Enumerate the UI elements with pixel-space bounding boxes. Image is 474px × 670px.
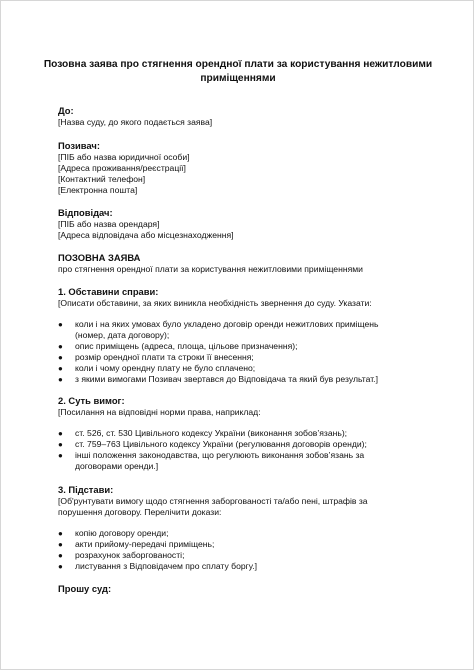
defendant-address: [Адреса відповідача або місцезнаходження] bbox=[58, 230, 234, 240]
bullet-icon: ● bbox=[58, 440, 63, 449]
defendant-name: [ПІБ або назва орендаря] bbox=[58, 219, 160, 229]
list-item: ● коли і на яких умовах було укладено договір оренди нежитлових приміщень (номер, дата договору); bbox=[58, 319, 379, 340]
list-item: ● копію договору оренди; bbox=[58, 528, 169, 538]
list-item: ● розрахунок заборгованості; bbox=[58, 550, 185, 560]
list-item: ● коли і чому орендну плату не було сплачено; bbox=[58, 363, 256, 373]
bullet-icon: ● bbox=[58, 353, 63, 362]
list-item: ● розмір орендної плати та строки її внесення; bbox=[58, 352, 254, 362]
plaintiff-email: [Електронна пошта] bbox=[58, 185, 138, 195]
bullet-icon: ● bbox=[58, 451, 63, 460]
claim-subtitle: про стягнення орендної плати за користування нежитловими приміщеннями bbox=[58, 264, 363, 274]
to-heading: До: bbox=[58, 105, 74, 116]
plaintiff-phone: [Контактний телефон] bbox=[58, 174, 146, 184]
section2-intro: [Посилання на відповідні норми права, наприклад: bbox=[58, 407, 261, 417]
section2-heading: 2. Суть вимог: bbox=[58, 395, 125, 406]
list-item: ● інші положення законодавства, що регулюють виконання зобов’язань за договорами оренди.] bbox=[58, 450, 365, 471]
list-item: ● з якими вимогами Позивач звертався до Відповідача та який був результат.] bbox=[58, 374, 378, 384]
court-name: [Назва суду, до якого подається заява] bbox=[58, 117, 213, 127]
section3-intro-line2: порушення договору. Перелічити докази: bbox=[58, 507, 222, 517]
bullet-icon: ● bbox=[58, 562, 63, 571]
plaintiff-heading: Позивач: bbox=[58, 140, 100, 151]
list-item: ● листування з Відповідачем про сплату боргу.] bbox=[58, 561, 257, 571]
list-item: ● ст. 759–763 Цивільного кодексу України (регулювання договорів оренди); bbox=[58, 439, 367, 449]
section3-intro-line1: [Об'рунтувати вимогу щодо стягнення заборгованості та/або пені, штрафів за bbox=[58, 496, 368, 506]
request-heading: Прошу суд: bbox=[58, 583, 112, 594]
bullet-icon: ● bbox=[58, 342, 63, 351]
plaintiff-address: [Адреса проживання/реєстрації] bbox=[58, 163, 186, 173]
bullet-icon: ● bbox=[58, 364, 63, 373]
list-item: ● акти прийому-передачі приміщень; bbox=[58, 539, 215, 549]
bullet-icon: ● bbox=[58, 529, 63, 538]
bullet-icon: ● bbox=[58, 551, 63, 560]
defendant-heading: Відповідач: bbox=[58, 207, 113, 218]
bullet-icon: ● bbox=[58, 429, 63, 438]
section1-heading: 1. Обставини справи: bbox=[58, 286, 159, 297]
document-title: Позовна заява про стягнення орендної плати за користування нежитловими приміщеннями bbox=[43, 59, 433, 84]
plaintiff-name: [ПІБ або назва юридичної особи] bbox=[58, 152, 190, 162]
bullet-icon: ● bbox=[58, 540, 63, 549]
claim-heading: ПОЗОВНА ЗАЯВА bbox=[58, 252, 141, 263]
bullet-icon: ● bbox=[58, 320, 63, 329]
bullet-icon: ● bbox=[58, 375, 63, 384]
section1-intro: [Описати обставини, за яких виникла необхідність звернення до суду. Указати: bbox=[58, 298, 372, 308]
list-item: ● опис приміщень (адреса, площа, цільове призначення); bbox=[58, 341, 298, 351]
section3-heading: 3. Підстави: bbox=[58, 484, 114, 495]
list-item: ● ст. 526, ст. 530 Цивільного кодексу України (виконання зобов’язань); bbox=[58, 428, 348, 438]
